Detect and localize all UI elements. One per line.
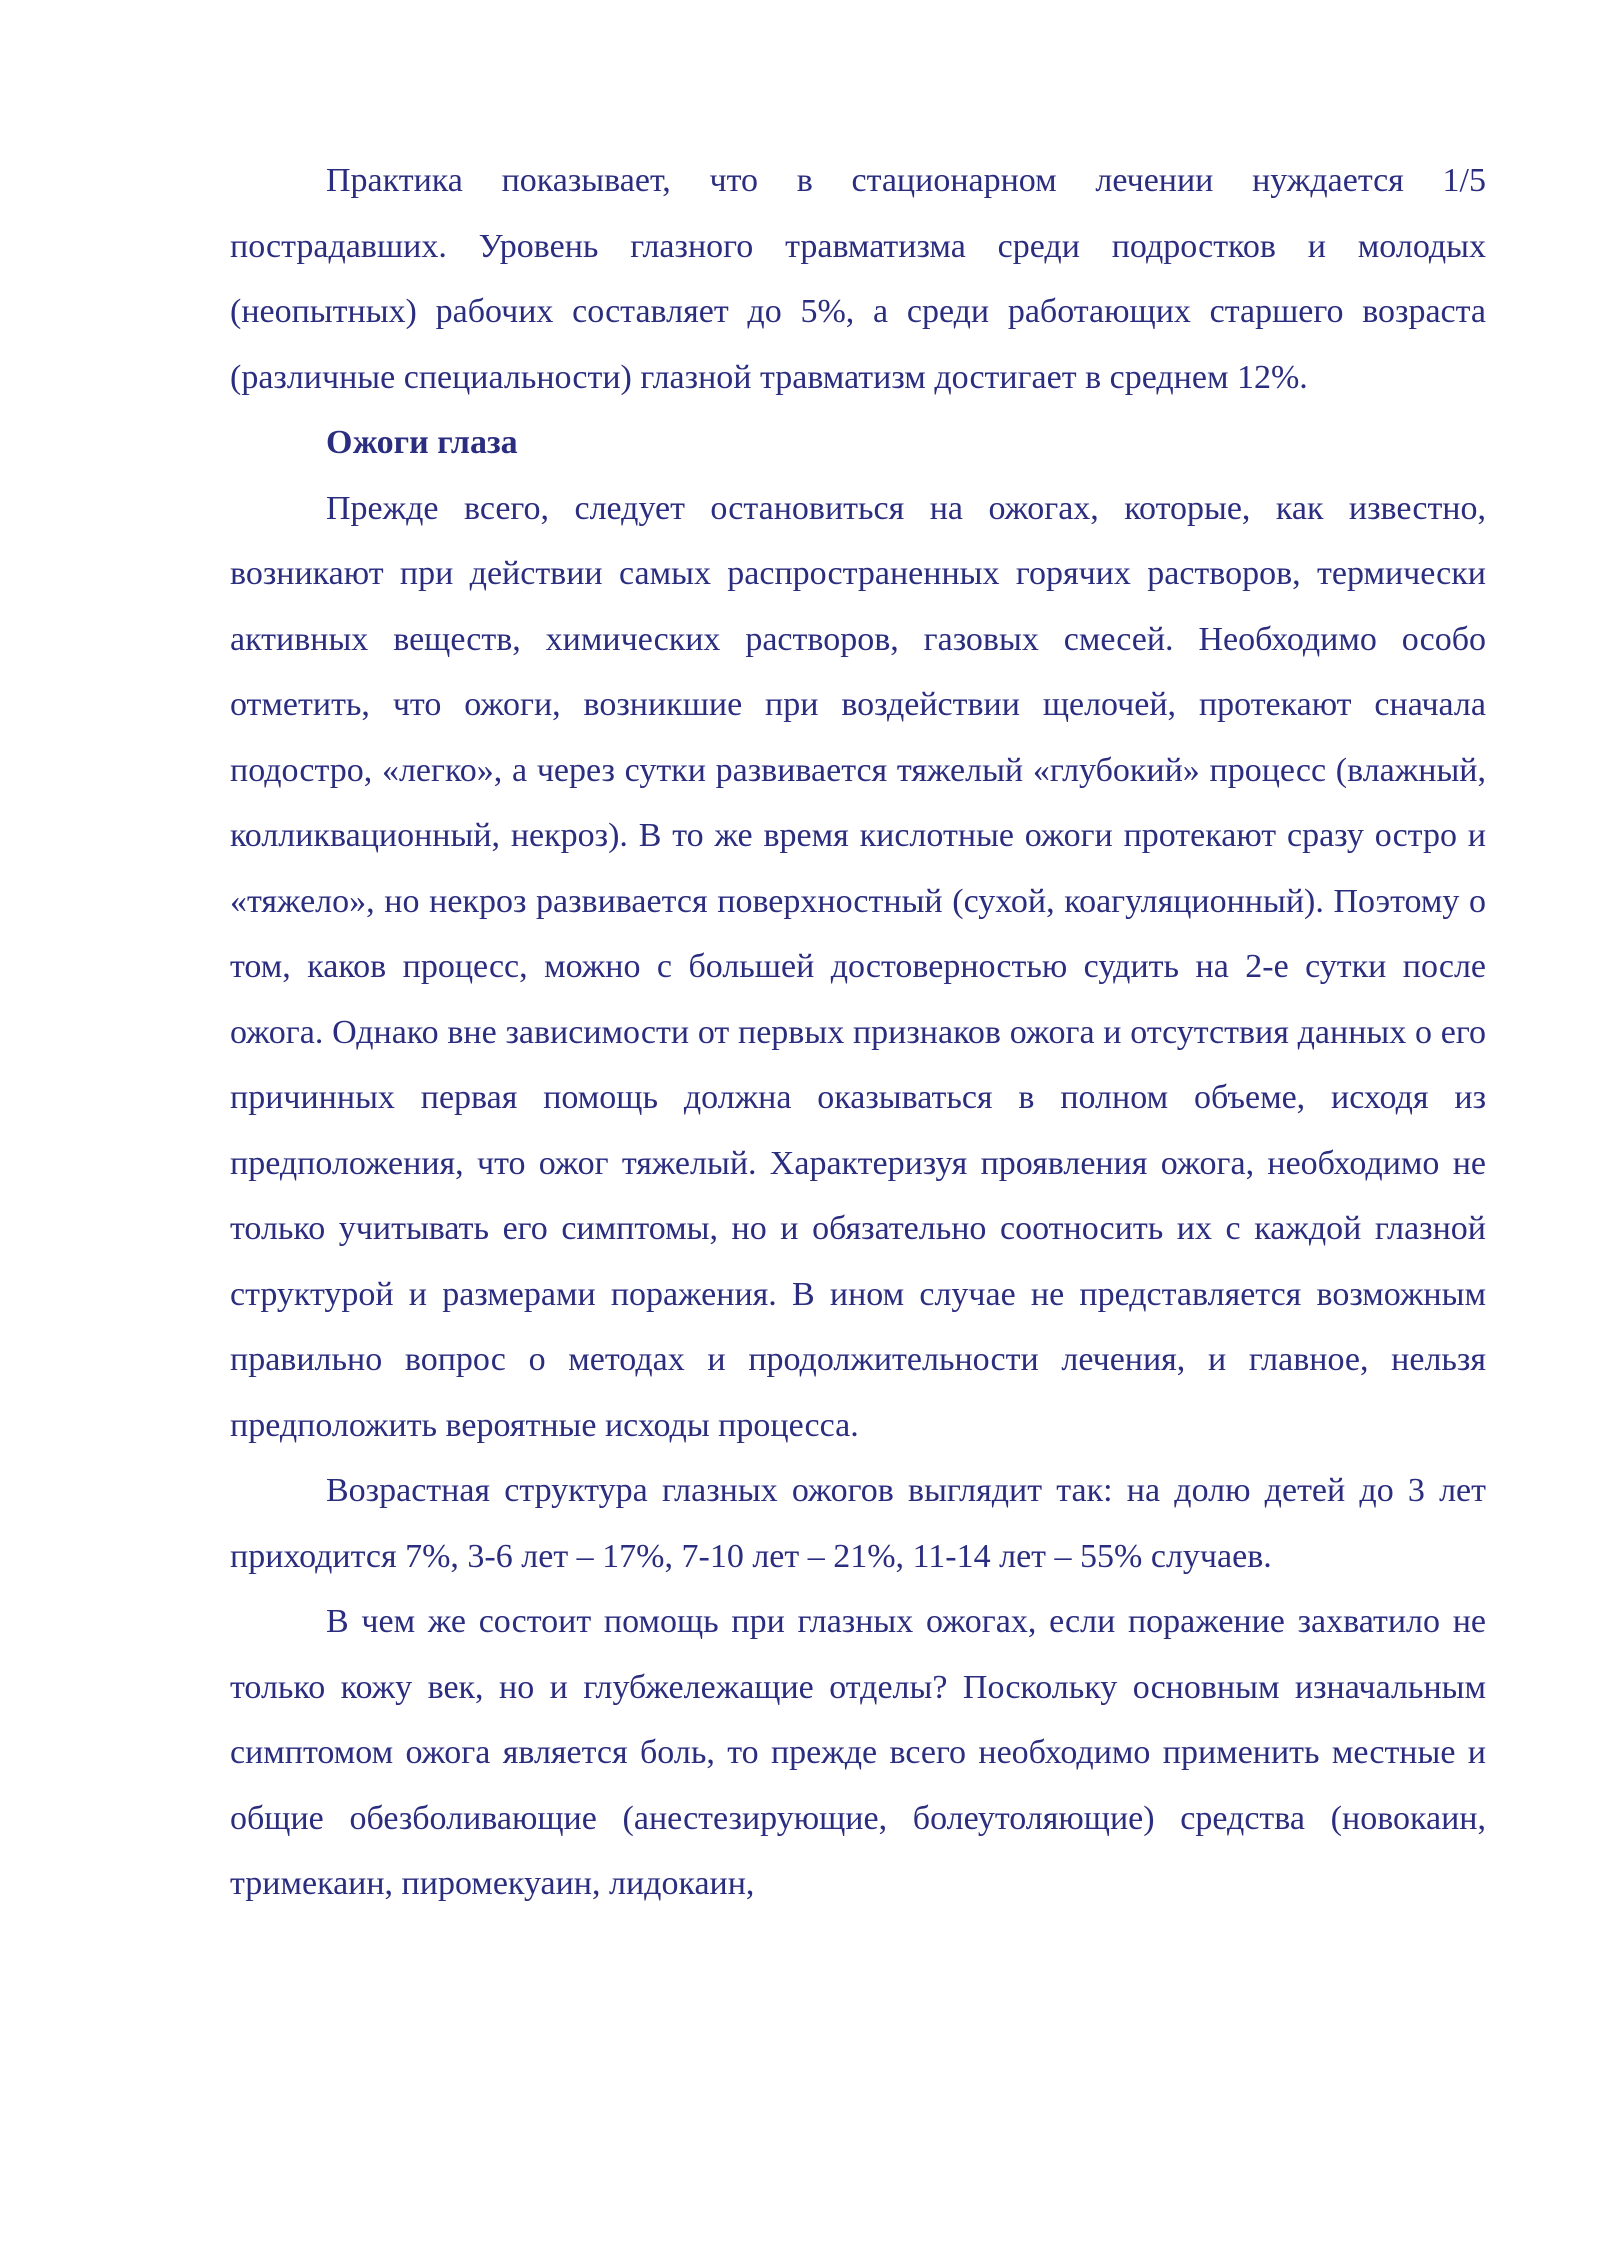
paragraph-1: Практика показывает, что в стационарном лечении нуждается 1/5 пострадавших. Уровень глазного травматизма среди подростков и молодых (неопытных) рабочих составляет до 5%, а среди работающих старшего возраста (различные специальности) глазной травматизм достигает в среднем 12%.	[230, 162, 1486, 396]
section-heading: Ожоги глаза	[326, 424, 518, 461]
paragraph-4: В чем же состоит помощь при глазных ожогах, если поражение захватило не только кожу век, но и глубжележащие отделы? Поскольку основным изначальным симптомом ожога является боль, то прежде всего необходимо применить местные и общие обезболивающие (анестезирующие, болеутоляющие) средства (новокаин, тримекаин, пиромекуаин, лидокаин,	[230, 1603, 1486, 1902]
paragraph-2: Прежде всего, следует остановиться на ожогах, которые, как известно, возникают при действии самых распространенных горячих растворов, термически активных веществ, химических растворов, газовых смесей. Необходимо особо отметить, что ожоги, возникшие при воздействии щелочей, протекают сначала подостро, «легко», а через сутки развивается тяжелый «глубокий» процесс (влажный, колликвационный, некроз). В то же время кислотные ожоги протекают сразу остро и «тяжело», но некроз развивается поверхностный (сухой, коагуляционный). Поэтому о том, каков процесс, можно с большей достоверностью судить на 2-е сутки после ожога. Однако вне зависимости от первых признаков ожога и отсутствия данных о его причинных первая помощь должна оказываться в полном объеме, исходя из предположения, что ожог тяжелый. Характеризуя проявления ожога, необходимо не только учитывать его симптомы, но и обязательно соотносить их с каждой глазной структурой и размерами поражения. В ином случае не представляется возможным правильно вопрос о методах и продолжительности лечения, и главное, нельзя предположить вероятные исходы процесса.	[230, 489, 1486, 1444]
paragraph-3: Возрастная структура глазных ожогов выглядит так: на долю детей до 3 лет приходится 7%, 3-6 лет – 17%, 7-10 лет – 21%, 11-14 лет – 55% случаев.	[230, 1472, 1486, 1575]
document-page	[230, 148, 1486, 1917]
